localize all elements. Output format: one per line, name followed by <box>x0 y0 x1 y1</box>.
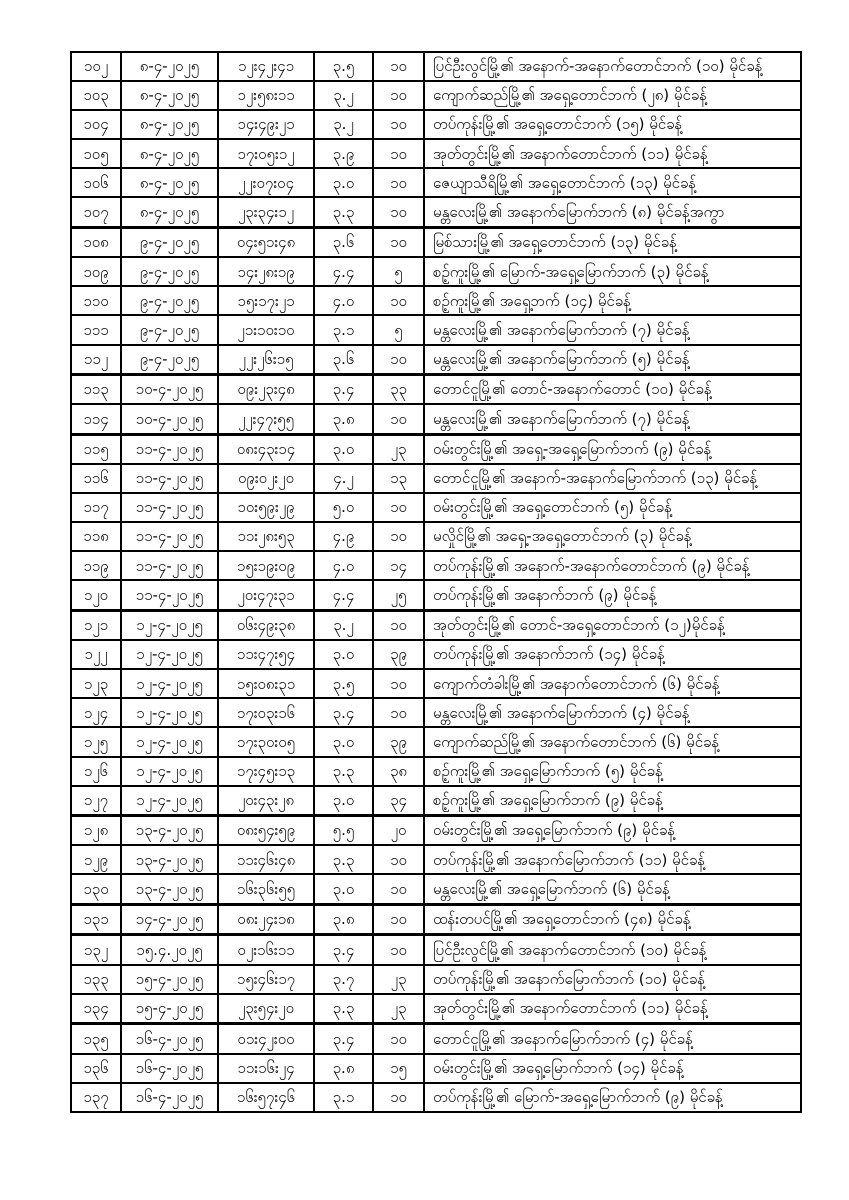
cell-date: ၉-၄-၂၀၂၅ <box>121 286 218 315</box>
cell-serial-number: ၁၃၆ <box>71 1054 121 1083</box>
cell-magnitude: ၃.၆ <box>314 345 373 375</box>
table-row <box>71 286 801 315</box>
table-row <box>71 669 801 698</box>
cell-location: မန္တလေးမြို့၏ အနောက်မြောက်ဘက် (၇) မိုင်ခန့် <box>424 404 801 434</box>
cell-serial-number: ၁၁၅ <box>71 434 121 464</box>
cell-location: ကျောက်တံခါးမြို့၏ အနောက်တောင်ဘက် (၆) မိုင်ခန့် <box>424 669 801 698</box>
cell-location: တပ်ကုန်းမြို့၏ အနောက်မြောက်ဘက် (၁၁) မိုင်ခန့် <box>424 845 801 874</box>
table-row <box>71 965 801 994</box>
cell-date: ၁၁-၄-၂၀၂၅ <box>121 434 218 464</box>
cell-date: ၉-၄-၂၀၂၅ <box>121 315 218 344</box>
cell-location: တောင်ငူမြို့၏ တောင်-အနောက်တောင် (၁၀) မိုင်ခန့် <box>424 374 801 404</box>
table-row <box>71 580 801 610</box>
cell-location: တပ်ကုန်းမြို့၏ အနောက်ဘက် (၉) မိုင်ခန့် <box>424 580 801 610</box>
table-row <box>71 815 801 845</box>
cell-depth: ၁၀ <box>373 669 424 698</box>
cell-time: ၁၁း၄၆း၄၈ <box>218 845 314 874</box>
table-row <box>71 110 801 139</box>
cell-magnitude: ၃.၇ <box>314 965 373 994</box>
cell-depth: ၁၀ <box>373 227 424 257</box>
cell-depth: ၁၀ <box>373 935 424 965</box>
table-row <box>71 727 801 756</box>
cell-date: ၁၄-၄-၂၀၂၅ <box>121 904 218 935</box>
cell-location: ဇေယျာသီရိမြို့၏ အရှေ့တောင်ဘက် (၁၃) မိုင်ခန့် <box>424 168 801 197</box>
earthquake-table <box>70 51 802 1113</box>
cell-serial-number: ၁၂၇ <box>71 786 121 816</box>
cell-depth: ၁၀ <box>373 610 424 640</box>
cell-depth: ၅ <box>373 315 424 344</box>
cell-time: ၀၉း၂၃း၄၈ <box>218 374 314 404</box>
cell-date: ၈-၄-၂၀၂၅ <box>121 139 218 168</box>
cell-location: စဥ့်ကူးမြို့၏ မြောက်-အရှေ့မြောက်ဘက် (၃) မိုင်ခန့် <box>424 257 801 286</box>
cell-magnitude: ၃.၀ <box>314 640 373 669</box>
cell-location: တပ်ကုန်းမြို့၏ အရှေ့တောင်ဘက် (၁၅) မိုင်ခန့် <box>424 110 801 139</box>
cell-time: ၁၀း၅၉း၂၉ <box>218 493 314 522</box>
cell-serial-number: ၁၁၈ <box>71 522 121 551</box>
cell-serial-number: ၁၂၁ <box>71 610 121 640</box>
cell-depth: ၁၀ <box>373 874 424 904</box>
cell-magnitude: ၃.၁ <box>314 1083 373 1112</box>
cell-time: ၁၁း၄၇း၅၄ <box>218 640 314 669</box>
cell-date: ၈-၄-၂၀၂၅ <box>121 81 218 110</box>
cell-serial-number: ၁၁၂ <box>71 345 121 375</box>
cell-date: ၁၃-၄-၂၀၂၅ <box>121 874 218 904</box>
cell-time: ၂၃း၃၄း၁၂ <box>218 197 314 227</box>
cell-magnitude: ၃.၂ <box>314 81 373 110</box>
cell-depth: ၂၃ <box>373 965 424 994</box>
table-row <box>71 522 801 551</box>
cell-time: ၁၁း၁၆း၂၄ <box>218 1054 314 1083</box>
table-row <box>71 994 801 1024</box>
cell-depth: ၂၀ <box>373 815 424 845</box>
cell-serial-number: ၁၃၄ <box>71 994 121 1024</box>
cell-depth: ၃၉ <box>373 727 424 756</box>
cell-date: ၁၆-၄-၂၀၂၅ <box>121 1024 218 1054</box>
cell-depth: ၂၅ <box>373 580 424 610</box>
cell-depth: ၁၀ <box>373 81 424 110</box>
cell-depth: ၁၀ <box>373 286 424 315</box>
cell-location: ကျောက်ဆည်မြို့၏ အရှေ့တောင်ဘက် (၂၈) မိုင်ခန့် <box>424 81 801 110</box>
cell-location: အုတ်တွင်းမြို့၏ အနောက်တောင်ဘက် (၁၁) မိုင်ခန့် <box>424 994 801 1024</box>
cell-depth: ၁၀ <box>373 168 424 197</box>
cell-time: ၀၆း၄၉း၃၈ <box>218 610 314 640</box>
cell-date: ၁၂-၄-၂၀၂၅ <box>121 727 218 756</box>
cell-depth: ၃၃ <box>373 374 424 404</box>
table-row <box>71 168 801 197</box>
cell-magnitude: ၃.၃ <box>314 197 373 227</box>
cell-location: မလှိုင်မြို့၏ အရှေ့-အရှေ့တောင်ဘက် (၃) မိုင်ခန့် <box>424 522 801 551</box>
cell-time: ၁၄း၄၉း၂၁ <box>218 110 314 139</box>
cell-location: မန္တလေးမြို့၏ အနောက်မြောက်ဘက် (၈) မိုင်ခန့်အကွာ <box>424 197 801 227</box>
cell-depth: ၁၀ <box>373 139 424 168</box>
table-row <box>71 52 801 81</box>
cell-location: မန္တလေးမြို့၏ အရှေ့မြောက်ဘက် (၆) မိုင်ခန့် <box>424 874 801 904</box>
cell-location: မန္တလေးမြို့၏ အနောက်မြောက်ဘက် (၇) မိုင်ခန့် <box>424 315 801 344</box>
cell-serial-number: ၁၀၈ <box>71 227 121 257</box>
cell-date: ၁၂-၄-၂၀၂၅ <box>121 640 218 669</box>
cell-time: ၀၉း၀၂း၂၀ <box>218 464 314 493</box>
cell-location: စဥ့်ကူးမြို့၏ အရှေ့မြောက်ဘက် (၅) မိုင်ခန့် <box>424 757 801 786</box>
cell-magnitude: ၃.၈ <box>314 1054 373 1083</box>
cell-depth: ၁၀ <box>373 197 424 227</box>
cell-date: ၉-၄-၂၀၂၅ <box>121 227 218 257</box>
cell-serial-number: ၁၃၅ <box>71 1024 121 1054</box>
cell-serial-number: ၁၀၉ <box>71 257 121 286</box>
cell-magnitude: ၃.၀ <box>314 727 373 756</box>
cell-date: ၁၂-၄-၂၀၂၅ <box>121 786 218 816</box>
cell-magnitude: ၃.၈ <box>314 404 373 434</box>
cell-serial-number: ၁၁၃ <box>71 374 121 404</box>
cell-time: ၁၇း၀၃း၁၆ <box>218 698 314 727</box>
cell-location: တပ်ကုန်းမြို့၏ အနောက်ဘက် (၁၄) မိုင်ခန့် <box>424 640 801 669</box>
cell-magnitude: ၃.၀ <box>314 434 373 464</box>
cell-depth: ၃၈ <box>373 757 424 786</box>
cell-time: ၂၂း၂၆း၁၅ <box>218 345 314 375</box>
table-row <box>71 757 801 786</box>
cell-time: ၀၈း၅၄း၅၉ <box>218 815 314 845</box>
cell-time: ၂၀း၄၃း၂၈ <box>218 786 314 816</box>
cell-magnitude: ၄.၀ <box>314 286 373 315</box>
cell-location: စဥ့်ကူးမြို့၏ အရှေ့ဘက် (၁၄) မိုင်ခန့် <box>424 286 801 315</box>
cell-time: ၀၁း၄၂း၀၀ <box>218 1024 314 1054</box>
cell-serial-number: ၁၂၆ <box>71 757 121 786</box>
cell-depth: ၂၃ <box>373 434 424 464</box>
cell-magnitude: ၄.၉ <box>314 522 373 551</box>
cell-time: ၁၂း၄၂း၄၁ <box>218 52 314 81</box>
cell-serial-number: ၁၀၇ <box>71 197 121 227</box>
cell-serial-number: ၁၂၄ <box>71 698 121 727</box>
table-row <box>71 845 801 874</box>
cell-time: ၁၂း၅၈း၁၁ <box>218 81 314 110</box>
cell-location: မန္တလေးမြို့၏ အနောက်မြောက်ဘက် (၄) မိုင်ခန့် <box>424 698 801 727</box>
cell-location: ထန်းတပင်မြို့၏ အရှေ့တောင်ဘက် (၄၈) မိုင်ခန့် <box>424 904 801 935</box>
cell-location: ပြင်ဦးလွင်မြို့၏ အနောက်-အနောက်တောင်ဘက် (၁၀) မိုင်ခန့် <box>424 52 801 81</box>
cell-serial-number: ၁၃၃ <box>71 965 121 994</box>
cell-serial-number: ၁၃၀ <box>71 874 121 904</box>
table-row <box>71 493 801 522</box>
cell-location: တပ်ကုန်းမြို့၏ အနောက်မြောက်ဘက် (၁၀) မိုင်ခန့် <box>424 965 801 994</box>
cell-date: ၁၀-၄-၂၀၂၅ <box>121 374 218 404</box>
cell-serial-number: ၁၂၀ <box>71 580 121 610</box>
cell-serial-number: ၁၁၉ <box>71 551 121 580</box>
cell-date: ၁၁-၄-၂၀၂၅ <box>121 551 218 580</box>
cell-serial-number: ၁၁၄ <box>71 404 121 434</box>
table-row <box>71 434 801 464</box>
table-row <box>71 935 801 965</box>
cell-depth: ၁၀ <box>373 904 424 935</box>
cell-location: ပြင်ဦးလွင်မြို့၏ အနောက်တောင်ဘက် (၁၀) မိုင်ခန့် <box>424 935 801 965</box>
cell-magnitude: ၃.၂ <box>314 110 373 139</box>
table-row <box>71 257 801 286</box>
cell-time: ၁၅း၀၈း၃၁ <box>218 669 314 698</box>
cell-magnitude: ၄.၀ <box>314 551 373 580</box>
cell-depth: ၁၀ <box>373 404 424 434</box>
table-row <box>71 551 801 580</box>
cell-depth: ၁၄ <box>373 551 424 580</box>
cell-date: ၁၂-၄-၂၀၂၅ <box>121 610 218 640</box>
cell-date: ၁၅-၄-၂၀၂၅ <box>121 994 218 1024</box>
cell-magnitude: ၃.၀ <box>314 168 373 197</box>
table-row <box>71 904 801 935</box>
cell-location: တပ်ကုန်းမြို့၏ မြောက်-အရှေ့မြောက်ဘက် (၉) မိုင်ခန့် <box>424 1083 801 1112</box>
cell-time: ၂၀း၄၇း၃၁ <box>218 580 314 610</box>
table-row <box>71 404 801 434</box>
earthquake-table-body <box>71 52 801 1112</box>
table-row <box>71 197 801 227</box>
cell-date: ၁၁-၄-၂၀၂၅ <box>121 493 218 522</box>
cell-magnitude: ၃.၄ <box>314 1024 373 1054</box>
cell-date: ၁၅-၄-၂၀၂၅ <box>121 965 218 994</box>
cell-time: ၂၂း၄၇း၅၅ <box>218 404 314 434</box>
table-row <box>71 374 801 404</box>
cell-time: ၁၅း၁၇း၂၁ <box>218 286 314 315</box>
cell-date: ၈-၄-၂၀၂၅ <box>121 110 218 139</box>
cell-serial-number: ၁၁၀ <box>71 286 121 315</box>
cell-depth: ၂၃ <box>373 994 424 1024</box>
cell-magnitude: ၃.၄ <box>314 935 373 965</box>
cell-serial-number: ၁၁၆ <box>71 464 121 493</box>
table-row <box>71 698 801 727</box>
cell-depth: ၁၀ <box>373 1083 424 1112</box>
cell-time: ၁၇း၀၅း၁၂ <box>218 139 314 168</box>
cell-depth: ၅ <box>373 257 424 286</box>
cell-location: အုတ်တွင်းမြို့၏ တောင်-အရှေ့တောင်ဘက် (၁၂)မိုင်ခန့် <box>424 610 801 640</box>
cell-magnitude: ၃.၁ <box>314 315 373 344</box>
cell-depth: ၁၀ <box>373 493 424 522</box>
cell-serial-number: ၁၀၅ <box>71 139 121 168</box>
cell-date: ၁၆-၄-၂၀၂၅ <box>121 1054 218 1083</box>
cell-date: ၁၃-၄-၂၀၂၅ <box>121 845 218 874</box>
cell-serial-number: ၁၂၅ <box>71 727 121 756</box>
cell-time: ၀၈း၂၄း၁၈ <box>218 904 314 935</box>
cell-magnitude: ၄.၂ <box>314 464 373 493</box>
cell-serial-number: ၁၀၄ <box>71 110 121 139</box>
cell-serial-number: ၁၀၂ <box>71 52 121 81</box>
cell-serial-number: ၁၀၆ <box>71 168 121 197</box>
table-row <box>71 1024 801 1054</box>
cell-time: ၁၅း၄၆း၁၇ <box>218 965 314 994</box>
cell-depth: ၁၀ <box>373 345 424 375</box>
table-row <box>71 139 801 168</box>
cell-magnitude: ၄.၄ <box>314 580 373 610</box>
cell-time: ၂၂း၀၇း၀၄ <box>218 168 314 197</box>
cell-date: ၈-၄-၂၀၂၅ <box>121 197 218 227</box>
cell-location: တောင်ငူမြို့၏ အနောက်မြောက်ဘက် (၄) မိုင်ခန့် <box>424 1024 801 1054</box>
cell-magnitude: ၃.၀ <box>314 786 373 816</box>
cell-date: ၈-၄-၂၀၂၅ <box>121 52 218 81</box>
cell-magnitude: ၃.၄ <box>314 698 373 727</box>
cell-location: မြစ်သားမြို့၏ အရှေ့တောင်ဘက် (၁၃) မိုင်ခန့် <box>424 227 801 257</box>
cell-magnitude: ၅.၀ <box>314 493 373 522</box>
cell-magnitude: ၄.၄ <box>314 257 373 286</box>
cell-magnitude: ၃.၃ <box>314 994 373 1024</box>
cell-location: စဥ့်ကူးမြို့၏ အရှေ့မြောက်ဘက် (၉) မိုင်ခန့် <box>424 786 801 816</box>
cell-location: ဝမ်းတွင်းမြို့၏ အရှေ့-အရှေ့မြောက်ဘက် (၉) မိုင်ခန့် <box>424 434 801 464</box>
cell-magnitude: ၃.၈ <box>314 904 373 935</box>
cell-magnitude: ၃.၃ <box>314 845 373 874</box>
cell-location: ဝမ်းတွင်းမြို့၏ အရှေ့မြောက်ဘက် (၉) မိုင်ခန့် <box>424 815 801 845</box>
cell-depth: ၃၉ <box>373 640 424 669</box>
cell-depth: ၁၅ <box>373 1054 424 1083</box>
cell-date: ၁၂-၄-၂၀၂၅ <box>121 669 218 698</box>
cell-location: ဝမ်းတွင်းမြို့၏ အရှေ့တောင်ဘက် (၅) မိုင်ခန့် <box>424 493 801 522</box>
table-row <box>71 874 801 904</box>
cell-time: ၁၇း၄၅း၁၃ <box>218 757 314 786</box>
cell-time: ၀၈း၄၃း၁၄ <box>218 434 314 464</box>
cell-serial-number: ၁၃၁ <box>71 904 121 935</box>
cell-date: ၁၀-၄-၂၀၂၅ <box>121 404 218 434</box>
table-row <box>71 345 801 375</box>
cell-serial-number: ၁၃၇ <box>71 1083 121 1112</box>
table-row <box>71 1054 801 1083</box>
cell-magnitude: ၃.၆ <box>314 227 373 257</box>
cell-date: ၁၆-၄-၂၀၂၅ <box>121 1083 218 1112</box>
cell-date: ၉-၄-၂၀၂၅ <box>121 345 218 375</box>
cell-location: တပ်ကုန်းမြို့၏ အနောက်-အနောက်တောင်ဘက် (၉) မိုင်ခန့် <box>424 551 801 580</box>
table-row <box>71 1083 801 1112</box>
table-row <box>71 227 801 257</box>
cell-location: အုတ်တွင်းမြို့၏ အနောက်တောင်ဘက် (၁၁) မိုင်ခန့် <box>424 139 801 168</box>
cell-magnitude: ၃.၂ <box>314 610 373 640</box>
cell-date: ၁၂-၄-၂၀၂၅ <box>121 698 218 727</box>
cell-depth: ၁၀ <box>373 522 424 551</box>
cell-location: ကျောက်ဆည်မြို့၏ အနောက်တောင်ဘက် (၆) မိုင်ခန့် <box>424 727 801 756</box>
cell-serial-number: ၁၁၇ <box>71 493 121 522</box>
cell-magnitude: ၃.၃ <box>314 757 373 786</box>
cell-date: ၁၃-၄-၂၀၂၅ <box>121 815 218 845</box>
cell-serial-number: ၁၂၃ <box>71 669 121 698</box>
cell-time: ၂၃း၅၄း၂၀ <box>218 994 314 1024</box>
table-row <box>71 640 801 669</box>
cell-time: ၁၆း၅၇း၄၆ <box>218 1083 314 1112</box>
cell-date: ၁၁-၄-၂၀၂၅ <box>121 522 218 551</box>
cell-serial-number: ၁၃၂ <box>71 935 121 965</box>
cell-time: ၁၄း၂၈း၁၉ <box>218 257 314 286</box>
cell-time: ၀၄း၅၁း၄၈ <box>218 227 314 257</box>
cell-serial-number: ၁၀၃ <box>71 81 121 110</box>
cell-depth: ၃၄ <box>373 786 424 816</box>
cell-date: ၁၂-၄-၂၀၂၅ <box>121 757 218 786</box>
cell-depth: ၁၀ <box>373 1024 424 1054</box>
cell-time: ၂၁း၁၀း၁၀ <box>218 315 314 344</box>
table-row <box>71 315 801 344</box>
cell-date: ၁၁-၄-၂၀၂၅ <box>121 580 218 610</box>
table-row <box>71 464 801 493</box>
cell-magnitude: ၃.၄ <box>314 374 373 404</box>
cell-time: ၁၅း၁၉း၀၉ <box>218 551 314 580</box>
table-row <box>71 610 801 640</box>
cell-serial-number: ၁၂၂ <box>71 640 121 669</box>
cell-depth: ၁၀ <box>373 698 424 727</box>
cell-date: ၁၅.၄.၂၀၂၅ <box>121 935 218 965</box>
cell-depth: ၁၀ <box>373 110 424 139</box>
cell-time: ၁၆း၃၆း၅၅ <box>218 874 314 904</box>
cell-location: ဝမ်းတွင်းမြို့၏ အရှေ့မြောက်ဘက် (၁၄) မိုင်ခန့် <box>424 1054 801 1083</box>
cell-time: ၀၂း၁၆း၁၁ <box>218 935 314 965</box>
cell-date: ၈-၄-၂၀၂၅ <box>121 168 218 197</box>
cell-magnitude: ၃.၅ <box>314 669 373 698</box>
cell-date: ၁၁-၄-၂၀၂၅ <box>121 464 218 493</box>
cell-depth: ၁၀ <box>373 845 424 874</box>
cell-date: ၉-၄-၂၀၂၅ <box>121 257 218 286</box>
cell-magnitude: ၅.၅ <box>314 815 373 845</box>
cell-location: တောင်ငူမြို့၏ အနောက်-အနောက်မြောက်ဘက် (၁၃) မိုင်ခန့် <box>424 464 801 493</box>
cell-serial-number: ၁၂၉ <box>71 845 121 874</box>
table-row <box>71 786 801 816</box>
cell-time: ၁၇း၃၀း၀၅ <box>218 727 314 756</box>
cell-depth: ၁၀ <box>373 52 424 81</box>
cell-magnitude: ၃.၅ <box>314 52 373 81</box>
cell-magnitude: ၃.၀ <box>314 874 373 904</box>
cell-location: မန္တလေးမြို့၏ အနောက်မြောက်ဘက် (၅) မိုင်ခန့် <box>424 345 801 375</box>
cell-magnitude: ၃.၉ <box>314 139 373 168</box>
cell-time: ၁၁း၂၈း၅၃ <box>218 522 314 551</box>
cell-serial-number: ၁၂၈ <box>71 815 121 845</box>
table-row <box>71 81 801 110</box>
cell-serial-number: ၁၁၁ <box>71 315 121 344</box>
cell-depth: ၁၃ <box>373 464 424 493</box>
